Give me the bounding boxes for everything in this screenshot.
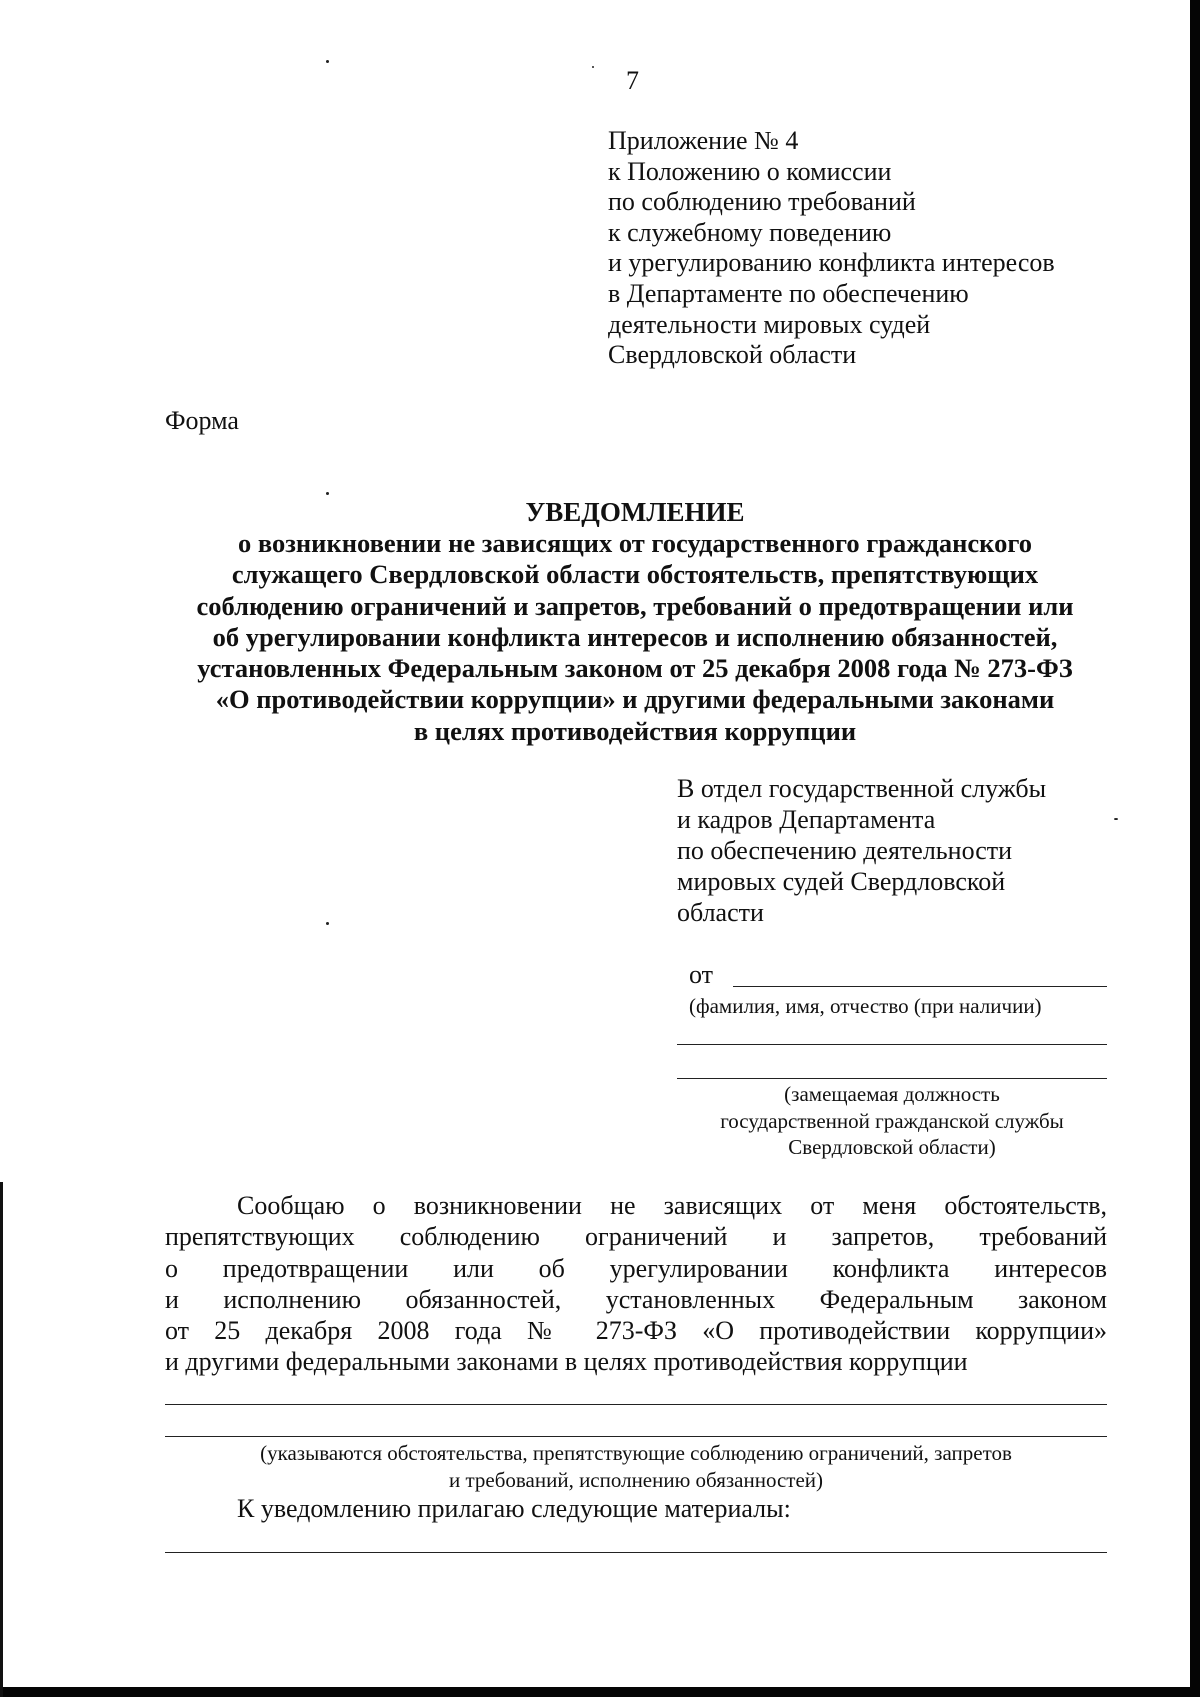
body-line: Сообщаю о возникновении не зависящих от меня обстоятельств,: [237, 1191, 1107, 1220]
body-line: от 25 декабря 2008 года № 273-ФЗ «О противодействии коррупции»: [165, 1316, 1107, 1346]
subtitle-line: служащего Свердловской области обстоятельств, препятствующих: [231, 559, 1039, 590]
notification-body: [165, 1190, 1107, 1378]
circumstances-caption-line: (указываются обстоятельства, препятствующие соблюдению ограничений, запретов: [260, 1441, 1012, 1465]
scan-speck: [592, 66, 594, 68]
scan-border-bottom: [0, 1687, 1200, 1697]
fio-caption: (фамилия, имя, отчество (при наличии): [689, 994, 1042, 1018]
title-block: [150, 496, 1120, 747]
appendix-line: Приложение № 4: [608, 126, 799, 155]
addressee-line: области: [677, 898, 764, 927]
subtitle-line: в целях противодействия коррупции: [413, 715, 857, 746]
scan-speck: [326, 922, 329, 925]
position-caption: [677, 1081, 1107, 1161]
subtitle-line: «О противодействии коррупции» и другими федеральными законами: [215, 684, 1055, 715]
addressee-line: по обеспечению деятельности: [677, 836, 1013, 865]
subtitle-line: установленных Федеральным законом от 25 декабря 2008 года № 273-ФЗ: [197, 653, 1073, 684]
appendix-line: по соблюдению требований: [608, 187, 916, 217]
from-label: от: [689, 960, 714, 989]
position-fill-line[interactable]: [677, 1078, 1107, 1079]
circumstances-fill-line[interactable]: [165, 1436, 1107, 1437]
scan-border-right: [1190, 0, 1200, 1697]
form-label: Форма: [165, 406, 239, 435]
appendix-line: деятельности мировых судей: [608, 309, 931, 339]
appendix-line: Свердловской области: [608, 340, 857, 370]
circumstances-fill-line[interactable]: [165, 1404, 1107, 1405]
scan-speck: [1114, 818, 1118, 820]
circumstances-caption: [165, 1440, 1107, 1494]
position-caption-line: государственной гражданской службы: [720, 1108, 1064, 1133]
subtitle-line: об урегулировании конфликта интересов и исполнению обязанностей,: [212, 621, 1058, 652]
scan-border-left: [0, 1182, 3, 1697]
body-line: о предотвращении или об урегулировании конфликта интересов: [165, 1253, 1107, 1283]
fio-fill-line[interactable]: [733, 986, 1107, 987]
position-caption-line: (замещаемая должность: [784, 1082, 1000, 1106]
addressee-block: [677, 773, 1046, 928]
subtitle-line: соблюдению ограничений и запретов, требований о предотвращении или: [196, 590, 1074, 621]
document-title: УВЕДОМЛЕНИЕ: [525, 497, 745, 527]
body-line: препятствующих соблюдению ограничений и запретов, требований: [165, 1222, 1107, 1252]
addressee-line: В отдел государственной службы: [677, 774, 1047, 803]
appendix-line: и урегулированию конфликта интересов: [608, 248, 1055, 278]
attachments-fill-line[interactable]: [165, 1552, 1107, 1553]
addressee-line: мировых судей Свердловской: [677, 867, 1006, 896]
position-fill-line[interactable]: [677, 1044, 1107, 1045]
appendix-line: в Департаменте по обеспечению: [608, 278, 969, 308]
attachments-label: К уведомлению прилагаю следующие материалы:: [237, 1494, 791, 1523]
position-caption-line: Свердловской области): [788, 1135, 996, 1159]
appendix-line: к служебному поведению: [608, 217, 892, 247]
addressee-line: и кадров Департамента: [677, 805, 936, 834]
body-line: и исполнению обязанностей, установленных Федеральным законом: [165, 1284, 1107, 1314]
scan-speck: [326, 492, 329, 495]
subtitle-line: о возникновении не зависящих от государственного гражданского: [238, 528, 1032, 558]
appendix-line: к Положению о комиссии: [608, 156, 892, 186]
page-number: 7: [626, 66, 639, 95]
circumstances-caption-line: и требований, исполнению обязанностей): [448, 1468, 824, 1492]
body-line: и другими федеральными законами в целях противодействия коррупции: [165, 1347, 968, 1377]
appendix-block: [608, 126, 1055, 371]
scan-speck: [326, 60, 329, 63]
